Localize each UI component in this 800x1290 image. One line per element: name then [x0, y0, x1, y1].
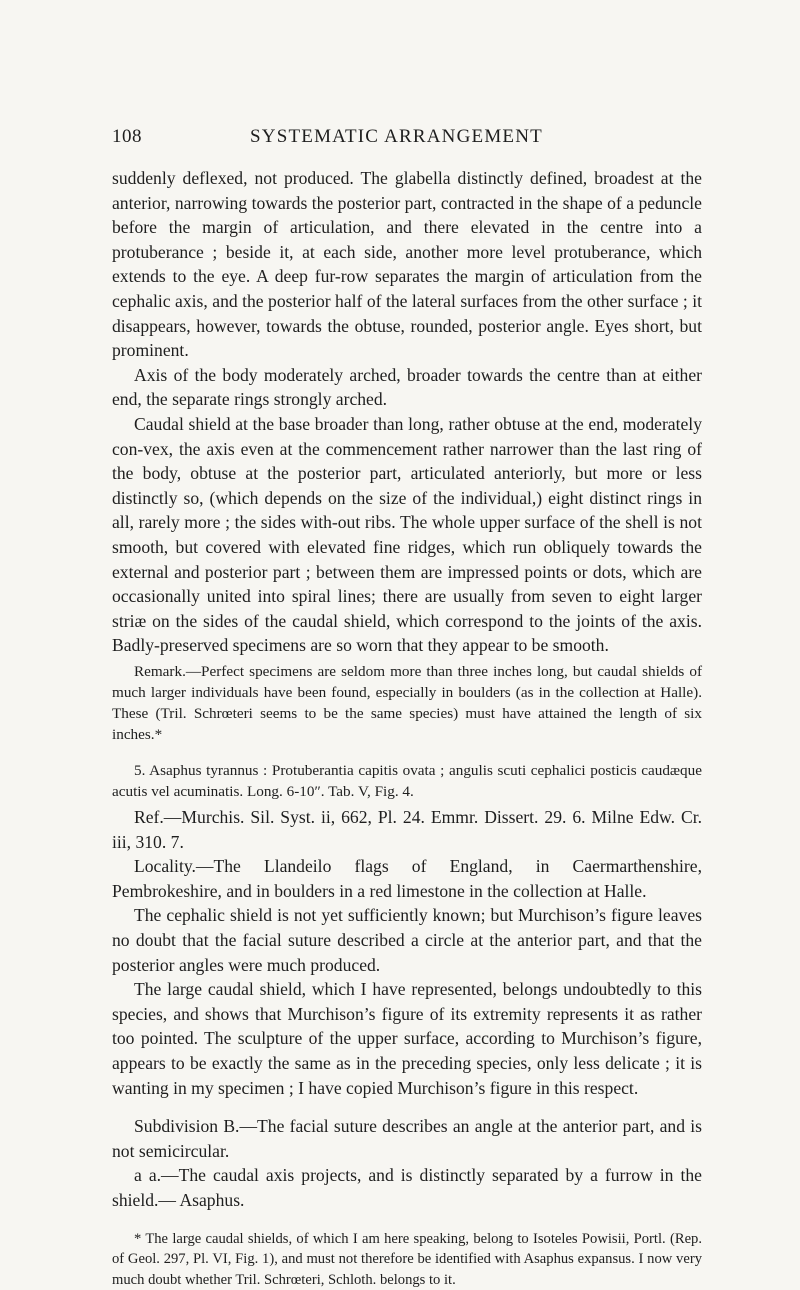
paragraph-species-diagnosis: 5. Asaphus tyrannus : Protuberantia capitis ovata ; angulis scuti cephalici posticis caudæque acutis vel acuminatis. Long. 6-10″. Tab. V, Fig. 4. [112, 761, 702, 800]
page-header [112, 126, 702, 156]
paragraph-subdivision-aa: a a.—The caudal axis projects, and is distinctly separated by a furrow in the shield.— Asaphus. [112, 1165, 702, 1210]
page-body [112, 166, 702, 1290]
paragraph-glabella-description: suddenly deflexed, not produced. The glabella distinctly defined, broadest at the anterior, narrowing towards the posterior part, contracted in the shape of a peduncle before the margin of articulation, and there elevated in the centre into a protuberance ; beside it, at each side, another more level protuberance, which extends to the eye. A deep fur-row separates the margin of articulation from the cephalic axis, and the posterior half of the lateral surfaces from the other surface ; it disappears, however, towards the obtuse, rounded, posterior angle. Eyes short, but prominent. [112, 168, 702, 361]
paragraph-cephalic-shield: The cephalic shield is not yet sufficiently known; but Murchison’s figure leaves no doubt that the facial suture described a circle at the anterior part, and that the posterior angles were much produced. [112, 905, 702, 975]
paragraph-subdivision-b: Subdivision B.—The facial suture describes an angle at the anterior part, and is not semicircular. [112, 1116, 702, 1161]
footnote: * The large caudal shields, of which I am here speaking, belong to Isoteles Powisii, Portl. (Rep. of Geol. 297, Pl. VI, Fig. 1), and must not therefore be identified with Asaphus expansus. I now very much doubt whether Tril. Schrœteri, Schloth. belongs to it. [112, 1230, 702, 1288]
paragraph-large-caudal-shield: The large caudal shield, which I have represented, belongs undoubtedly to this species, and shows that Murchison’s figure of its extremity represents it as rather too pointed. The sculpture of the upper surface, according to Murchison’s figure, appears to be exactly the same as in the preceding species, only less delicate ; it is wanting in my specimen ; I have copied Murchison’s figure in this respect. [112, 979, 702, 1098]
running-head: SYSTEMATIC ARRANGEMENT [250, 126, 543, 147]
page-number: 108 [112, 126, 142, 147]
paragraph-references: Ref.—Murchis. Sil. Syst. ii, 662, Pl. 24. Emmr. Dissert. 29. 6. Milne Edw. Cr. iii, 310. 7. [112, 807, 702, 852]
paragraph-locality: Locality.—The Llandeilo flags of England, in Caermarthenshire, Pembrokeshire, and in boulders in a red limestone in the collection at Halle. [112, 856, 702, 901]
paragraph-remark: Remark.—Perfect specimens are seldom more than three inches long, but caudal shields of much larger individuals have been found, especially in boulders (as in the collection at Halle). These (Tril. Schrœteri seems to be the same species) must have attained the length of six inches.* [112, 662, 702, 744]
paragraph-axis-of-body: Axis of the body moderately arched, broader towards the centre than at either end, the separate rings strongly arched. [112, 364, 702, 410]
paragraph-caudal-shield: Caudal shield at the base broader than long, rather obtuse at the end, moderately con-vex, the axis even at the commencement rather narrower than the last ring of the body, obtuse at the posterior part, articulated anteriorly, but more or less distinctly so, (which depends on the size of the individual,) eight distinct rings in all, rarely more ; the sides with-out ribs. The whole upper surface of the shell is not smooth, but covered with elevated fine ridges, which run obliquely towards the external and posterior part ; between them are impressed points or dots, which are occasionally united into spiral lines; there are usually from seven to eight larger striæ on the sides of the caudal shield, which correspond to the joints of the axis. Badly-preserved specimens are so worn that they appear to be smooth. [112, 413, 702, 656]
